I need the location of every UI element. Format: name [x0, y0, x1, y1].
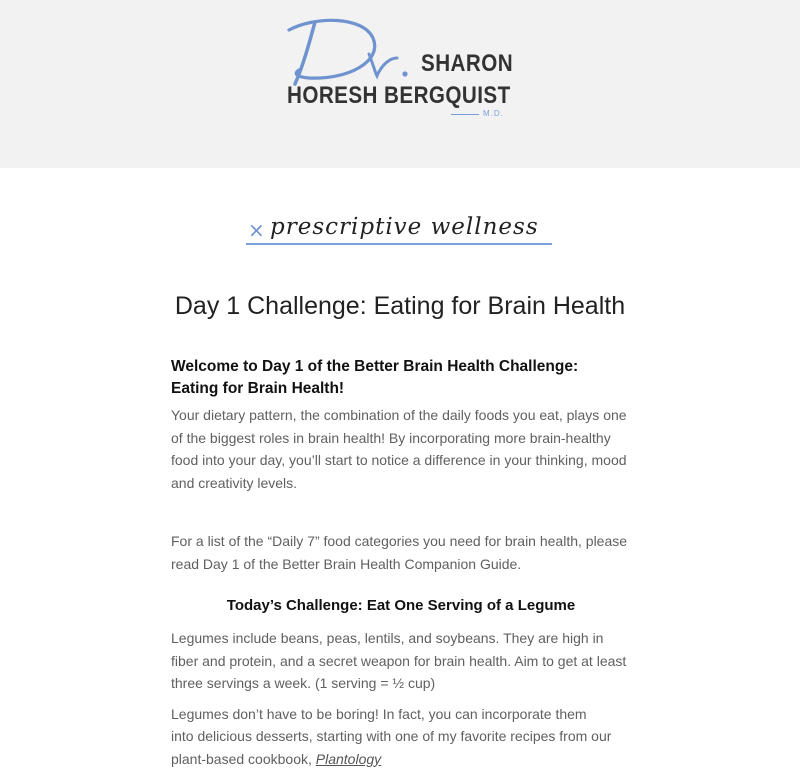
page-title: Day 1 Challenge: Eating for Brain Health	[0, 292, 800, 321]
logo-suffix: M.D.	[483, 109, 504, 118]
x-mark-icon: ×	[248, 220, 265, 240]
logo-name-first: SHARON	[421, 50, 513, 78]
banner-underline	[246, 243, 552, 245]
dr-sharon-logo[interactable]	[285, 14, 525, 134]
dessert-paragraph-line1: Legumes don’t have to be boring! In fact, you can incorporate them	[171, 706, 587, 722]
welcome-paragraph: Your dietary pattern, the combination of the daily foods you eat, plays one of the biggest roles in brain health! By incorporating more brain-healthy food into your day, you’ll start to notice a difference in your thinking, mood and creativity levels.	[171, 404, 631, 494]
banner-text: prescriptive wellness	[270, 214, 539, 240]
plantology-link[interactable]: Plantology	[316, 751, 381, 767]
welcome-heading	[171, 356, 631, 400]
logo-suffix-rule	[451, 114, 479, 115]
prescriptive-wellness-banner	[246, 202, 558, 262]
legumes-paragraph: Legumes include beans, peas, lentils, and soybeans. They are high in fiber and protein, and a secret weapon for brain health. Aim to get at least three servings a week. (1 serving = ½ cup)	[171, 627, 631, 695]
welcome-heading-line1: Welcome to Day 1 of the Better Brain Health Challenge:	[171, 358, 578, 375]
email-header	[0, 0, 800, 168]
logo-name-last: HORESH BERGQUIST	[287, 82, 511, 110]
dessert-paragraph	[171, 703, 631, 770]
dessert-paragraph-line2: into delicious desserts, starting with one of my favorite recipes from our plant-based cookbook,	[171, 728, 611, 767]
welcome-heading-line2: Eating for Brain Health!	[171, 380, 344, 397]
challenge-heading: Today’s Challenge: Eat One Serving of a Legume	[171, 595, 631, 617]
daily7-paragraph: For a list of the “Daily 7” food categories you need for brain health, please read Day 1 of the Better Brain Health Companion Guide.	[171, 530, 631, 575]
email-content	[171, 356, 631, 770]
